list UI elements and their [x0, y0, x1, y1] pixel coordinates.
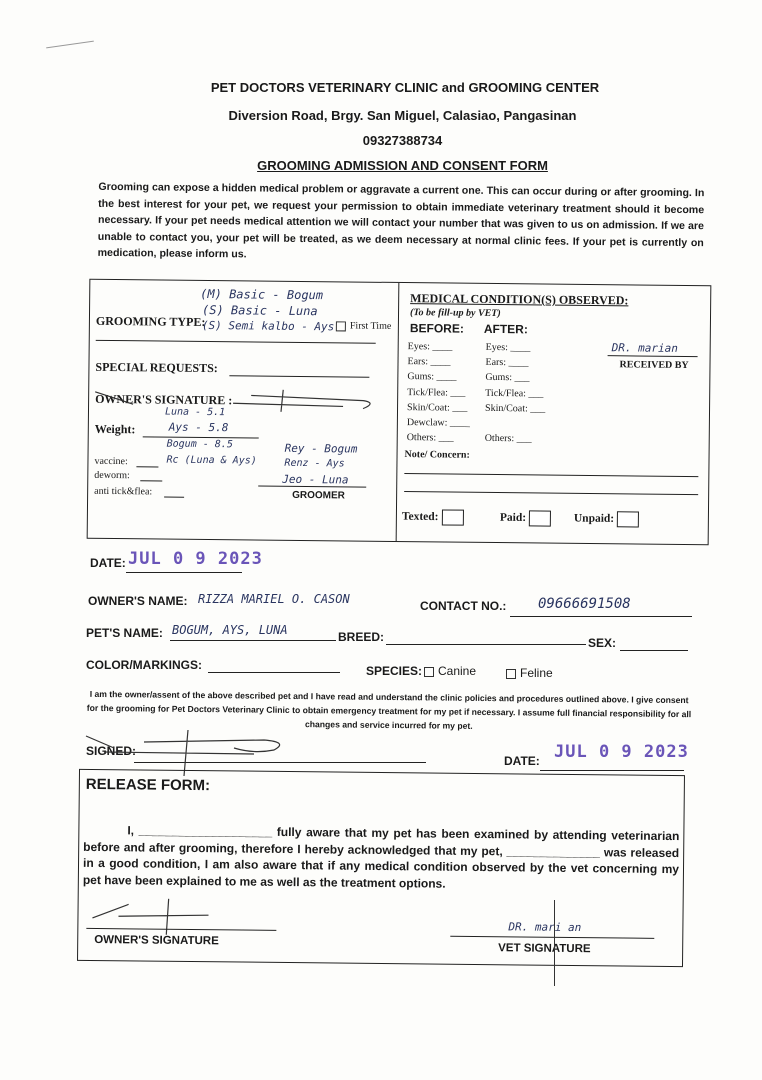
first-time-option[interactable] [336, 320, 392, 332]
texted-label: Texted: [401, 510, 439, 524]
weight-line-2: Ays - 5.8 [168, 420, 229, 435]
sex-line [620, 650, 688, 651]
clinic-phone: 09327388734 [362, 133, 443, 148]
unpaid-field[interactable] [574, 511, 639, 528]
before-list [407, 339, 471, 446]
species-label: SPECIES: [366, 664, 423, 678]
clinic-address: Diversion Road, Brgy. San Miguel, Calasiao, Pangasinan [228, 108, 577, 123]
paid-checkbox[interactable] [529, 510, 551, 526]
texted-field[interactable] [402, 509, 464, 526]
received-by-label: RECEIVED BY [619, 359, 689, 372]
note-label: Note/ Concern: [404, 449, 470, 461]
before-ears: Ears: ____ [407, 356, 451, 368]
date2-stamp: JUL 0 9 2023 [554, 742, 689, 762]
unpaid-label: Unpaid: [573, 512, 615, 525]
date-stamp: JUL 0 9 2023 [128, 549, 263, 569]
grooming-type-line [96, 340, 376, 344]
vaccine-value: Rc (Luna & Ays) [166, 454, 257, 467]
antitick-line [164, 497, 184, 498]
release-box [77, 769, 685, 967]
groomer-line-1: Rey - Bogum [284, 441, 358, 456]
after-skin: Skin/Coat: ___ [484, 402, 546, 415]
pet-name-label: PET'S NAME: [86, 626, 163, 640]
canine-option[interactable] [424, 664, 476, 678]
stray-mark [46, 41, 94, 49]
before-tick: Tick/Flea: ___ [407, 386, 466, 399]
after-eyes: Eyes: ____ [485, 341, 531, 354]
breed-label: BREED: [338, 630, 385, 644]
before-skin: Skin/Coat: ___ [406, 401, 468, 414]
canine-checkbox[interactable] [424, 667, 434, 677]
after-tick: Tick/Flea: ___ [485, 387, 544, 400]
deworm-line [140, 480, 162, 481]
owner-release-scribble [88, 894, 218, 939]
vet-release-signature: DR. mari an [508, 920, 582, 935]
after-list [485, 340, 546, 447]
groomer-line-2: Renz - Ays [284, 457, 345, 470]
note-line-1 [404, 473, 698, 477]
special-requests-line [229, 375, 369, 377]
grooming-line-2: (S) Basic - Luna [201, 302, 318, 319]
first-time-label: First Time [349, 320, 392, 332]
form-title: GROOMING ADMISSION AND CONSENT FORM [257, 158, 548, 173]
before-heading: BEFORE: [409, 321, 464, 336]
intro-paragraph: Grooming can expose a hidden medical problem or aggravate a current one. This can occur during or after grooming. In the best interest for your pet, we request your permission to obtain immediate veterinary treatment should it become necessary. If your pet needs medical attention we will contact your number that was given to us on admission. If we are unable to contact you, your pet will be treated, as we deem necessary at normal clinic fees. If your pet is currently on medication, please inform us. [97, 180, 705, 261]
color-label: COLOR/MARKINGS: [86, 658, 202, 672]
breed-line [386, 644, 586, 645]
release-title: RELEASE FORM: [85, 775, 211, 795]
vaccine-label: vaccine: [94, 455, 128, 468]
groomer-label: GROOMER [292, 489, 345, 502]
groomer-line [258, 486, 366, 488]
groomer-line-3: Jeo - Luna [282, 472, 349, 487]
after-others: Others: ___ [484, 433, 532, 445]
after-ears: Ears: ____ [485, 357, 529, 369]
medical-subtitle: (To be fill-up by VET) [409, 307, 501, 320]
box-divider [396, 283, 400, 541]
owner-signature-label: OWNER'S SIGNATURE : [95, 391, 233, 408]
special-requests-label: SPECIAL REQUESTS: [95, 359, 218, 376]
feline-label: Feline [520, 666, 553, 680]
before-others: Others: ___ [406, 432, 454, 444]
contact-value: 09666691508 [538, 596, 631, 612]
texted-checkbox[interactable] [441, 509, 463, 525]
after-heading: AFTER: [483, 321, 528, 337]
date2-line [540, 770, 684, 771]
before-dewclaw: Dewclaw: ____ [406, 417, 470, 429]
before-eyes: Eyes: ____ [407, 341, 453, 353]
note-line-2 [404, 491, 698, 495]
weight-label: Weight: [94, 421, 136, 437]
grooming-type-label: GROOMING TYPE: [95, 313, 206, 329]
before-gums: Gums: ____ [407, 371, 457, 384]
unpaid-checkbox[interactable] [617, 511, 639, 527]
date-line [126, 572, 242, 573]
feline-checkbox[interactable] [506, 669, 516, 679]
received-by-line [608, 355, 698, 357]
date2-label: DATE: [504, 754, 540, 768]
weight-line-3: Bogum - 8.5 [166, 438, 233, 451]
grooming-line-1: (M) Basic - Bogum [200, 286, 324, 303]
admission-box [87, 279, 712, 545]
paid-label: Paid: [499, 511, 527, 524]
vet-release-label: VET SIGNATURE [498, 942, 591, 956]
vet-release-line [450, 936, 654, 939]
vaccine-line [136, 466, 158, 467]
owner-signature-scribble [93, 384, 383, 415]
contact-label: CONTACT NO.: [420, 599, 507, 613]
release-text: I, ____________________ fully aware that my pet has been examined by attending veterinarian before and after grooming, therefore I hereby acknowledged that my pet, ______________ was released in a good condition, I am also aware that if any medical condition observed by the vet concerning my pet have been explained to me as well as the treatment options. [82, 823, 680, 891]
consent-paragraph: I am the owner/assent of the above described pet and I have read and understand the clinic policies and procedures outlined above. I give consent for the grooming for Pet Doctors Veterinary Clinic to obtain emergency treatment for my pet if necessary. I assume full financial responsibility for all changes and service incurred for my pet. [86, 688, 692, 731]
clinic-name: PET DOCTORS VETERINARY CLINIC and GROOMING CENTER [210, 80, 600, 95]
owner-release-label: OWNER'S SIGNATURE [94, 934, 219, 948]
first-time-checkbox[interactable] [336, 321, 346, 331]
owner-name-label: OWNER'S NAME: [88, 594, 188, 608]
owner-name-value: RIZZA MARIEL O. CASON [198, 592, 350, 606]
paid-field[interactable] [500, 510, 551, 527]
deworm-label: deworm: [94, 469, 130, 482]
received-by-signature: DR. marian [611, 341, 678, 355]
pet-name-line [170, 640, 336, 641]
canine-label: Canine [438, 664, 477, 678]
medical-title: MEDICAL CONDITION(S) OBSERVED: [410, 291, 629, 308]
date-label: DATE: [90, 556, 126, 570]
vet-pen-stroke [554, 900, 555, 986]
feline-option[interactable] [506, 666, 553, 680]
sex-label: SEX: [588, 636, 617, 650]
antitick-label: anti tick&flea: [94, 485, 153, 498]
contact-line [510, 616, 692, 617]
after-gums: Gums: ___ [485, 372, 530, 384]
after-blank [485, 416, 545, 432]
signed-label: SIGNED: [86, 744, 137, 758]
weight-line-1: Luna - 5.1 [164, 406, 226, 419]
grooming-line-3: (S) Semi kalbo - Ays [201, 318, 335, 334]
color-line [208, 672, 340, 673]
pet-name-value: BOGUM, AYS, LUNA [172, 623, 288, 637]
